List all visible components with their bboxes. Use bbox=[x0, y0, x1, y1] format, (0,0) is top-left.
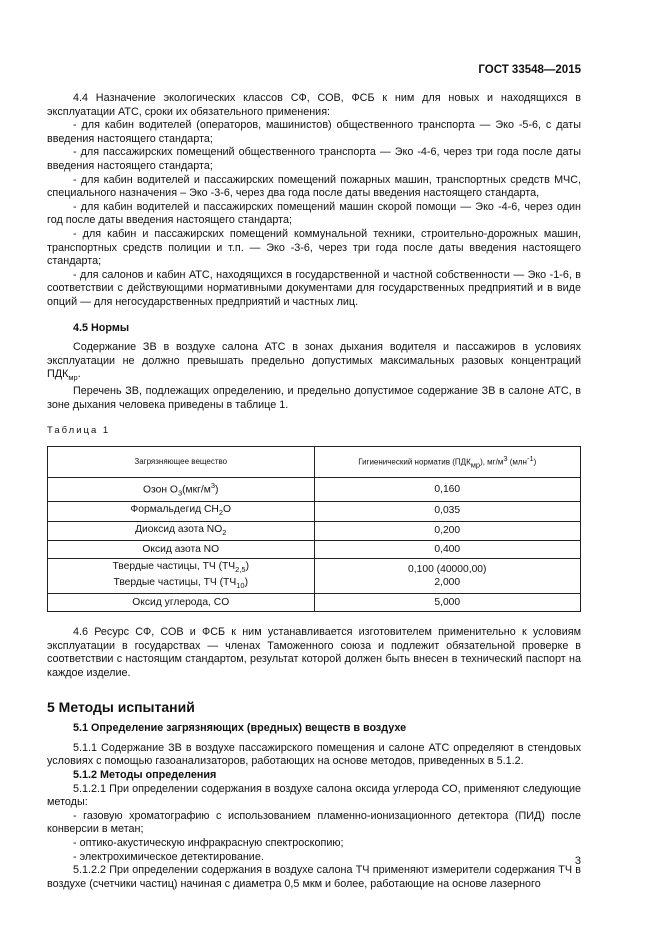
subsection-title-5-1-2: 5.1.2 Методы определения bbox=[73, 769, 217, 781]
paragraph-4-4: 4.4 Назначение экологических классов СФ, СОВ, ФСБ к ним для новых и находящихся в эксплуатации АТС, сроки их обязательного применения: bbox=[47, 92, 581, 118]
list-item: - для кабин и пассажирских помещений коммунальной техники, строительно-дорожных машин, транспортных средств полиции и т.п. — Эко -3-6, через три года после даты введения настоящего стандарта; bbox=[47, 227, 581, 268]
document-body bbox=[47, 92, 581, 891]
paragraph-4-6: 4.6 Ресурс СФ, СОВ и ФСБ к ним устанавливается изготовителем применительно к условиям эксплуатации в государствах — членах Таможенного союза и подлежит обязательной проверке в соответствии с настоящим стандартом, результат которой должен быть внесен в технический паспорт на каждое изделие. bbox=[47, 626, 581, 680]
table-header-substance: Загрязняющее вещество bbox=[48, 446, 315, 477]
list-item: - для пассажирских помещений общественного транспорта — Эко -4-6, через три года после даты введения настоящего стандарта; bbox=[47, 146, 581, 172]
subsection-title-5-1: 5.1 Определение загрязняющих (вредных) веществ в воздухе bbox=[73, 722, 407, 735]
list-item: - электрохимическое детектирование. bbox=[73, 850, 264, 863]
list-item: - для кабин водителей и пассажирских помещений машин скорой помощи — Эко -4-6, через один год после даты введения настоящего стандарта; bbox=[47, 200, 581, 227]
table-header-norm: Гигиенический норматив $(ПДК_{мр})$, $мг/м^3$ (млн$^{-1}$) bbox=[314, 446, 581, 477]
table-row: Формальдегид $CH_2O$ 0,035 bbox=[48, 501, 581, 521]
table-row: Оксид углерода, CO 5,000 bbox=[48, 594, 581, 612]
table-caption: Таблица 1 bbox=[47, 425, 111, 437]
list-item: - для кабин водителей и пассажирских помещений пожарных машин, транспортных средств МЧС, специального назначения – Эко -3-6, через два года после даты введения настоящего стандарта, bbox=[47, 173, 581, 200]
paragraph-5-1-2-2: 5.1.2.2 При определении содержания в воздухе салона ТЧ применяют измерители содержания ТЧ в воздухе (счетчики частиц) начиная с диаметра 0,5 мкм и более, работающие на основе лазерного bbox=[47, 864, 581, 890]
table-row: Твердые частицы, ТЧ $(ТЧ_{2,5})$ Твердые частицы, ТЧ $(ТЧ_{10})$ 0,100 (40000,00) 2,000 bbox=[48, 559, 581, 594]
standard-header: ГОСТ 33548—2015 bbox=[478, 64, 581, 76]
list-item: - для кабин водителей (операторов, машинистов) общественного транспорта — Эко -5-6, с даты введения настоящего стандарта; bbox=[47, 119, 581, 145]
list-item: - газовую хроматографию с использованием пламенно-ионизационного детектора (ПИД) после конверсии в метан; bbox=[47, 809, 581, 836]
table-row: Оксид азота NO 0,400 bbox=[48, 541, 581, 559]
list-item: - для салонов и кабин АТС, находящихся в государственной и частной собственности — Эко -1-6, в соответствии с действующими нормативными документами для государственных предприятий и в виде опций — для негосударственных предприятий и частных лиц. bbox=[47, 268, 581, 308]
table-row: Озон $O_3(мкг/м^3)$ 0,160 bbox=[48, 477, 581, 501]
paragraph-5-1-2-1: 5.1.2.1 При определении содержания в воздухе салона оксида углерода СО, применяют следующие методы: bbox=[47, 782, 581, 809]
section-title-4-5: 4.5 Нормы bbox=[73, 321, 130, 334]
page-number: 3 bbox=[574, 855, 581, 867]
list-item: - оптико-акустическую инфракрасную спектроскопию; bbox=[73, 836, 344, 849]
section-title-5: 5 Методы испытаний bbox=[47, 698, 195, 715]
paragraph-5-1-1: 5.1.1 Содержание ЗВ в воздухе пассажирского помещения и салоне АТС определяют в стендовых условиях с помощью газоанализаторов, работающих на основе методов, приведенных в 5.1.2. bbox=[47, 741, 581, 768]
paragraph-4-5-2: Перечень ЗВ, подлежащих определению, и предельно допустимое содержание ЗВ в салоне АТС, в зоне дыхания человека приведены в таблице 1. bbox=[47, 385, 581, 411]
table-row: Диоксид азота $NO_2$ 0,200 bbox=[48, 521, 581, 541]
pollutants-table bbox=[47, 446, 581, 612]
paragraph-4-5-1: Содержание ЗВ в воздухе салона АТС в зонах дыхания водителя и пассажиров в условиях эксплуатации не должно превышать предельно допустимых максимальных разовых концентраций $ПДК_{мр}$. bbox=[47, 341, 581, 383]
